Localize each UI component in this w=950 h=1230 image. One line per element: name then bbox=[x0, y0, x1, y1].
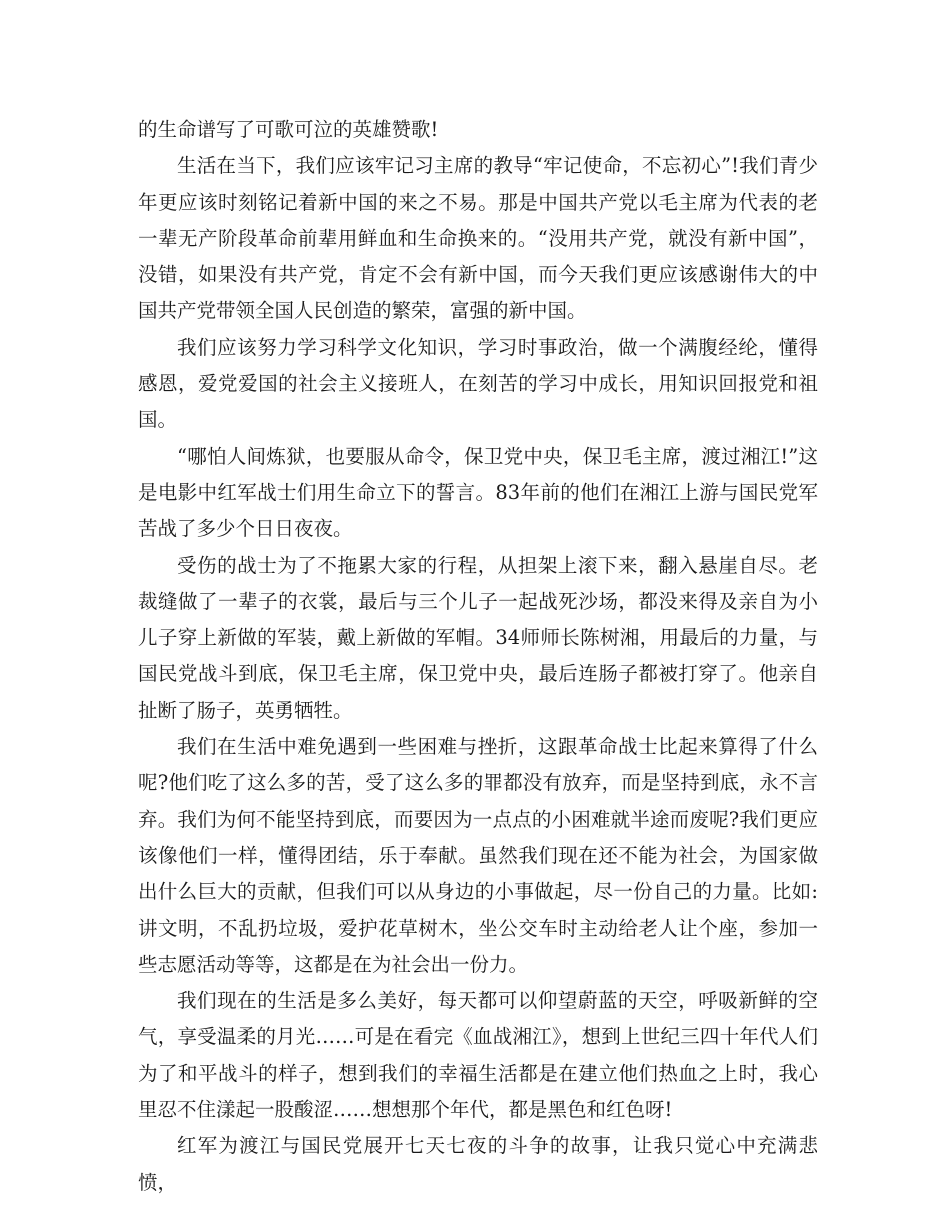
paragraph-6: 我们在生活中难免遇到一些困难与挫折，这跟革命战士比起来算得了什么呢?他们吃了这么多的苦，受了这么多的罪都没有放弃，而是坚持到底，永不言弃。我们为何不能坚持到底，而要因为一点点的小困难就半途而废呢?我们更应该像他们一样，懂得团结，乐于奉献。虽然我们现在还不能为社会，为国家做出什么巨大的贡献，但我们可以从身边的小事做起，尽一份自己的力量。比如:讲文明，不乱扔垃圾，爱护花草树木，坐公交车时主动给老人让个座，参加一些志愿活动等等，这都是在为社会出一份力。 bbox=[138, 735, 818, 976]
paragraph-1: 的生命谱写了可歌可泣的英雄赞歌! bbox=[138, 118, 439, 141]
paragraph-2: 生活在当下，我们应该牢记习主席的教导“牢记使命，不忘初心”!我们青少年更应该时刻铭记着新中国的来之不易。那是中国共产党以毛主席为代表的老一辈无产阶段革命前辈用鲜血和生命换来的。“没用共产党，就没有新中国”，没错，如果没有共产党，肯定不会有新中国，而今天我们更应该感谢伟大的中国共产党带领全国人民创造的繁荣，富强的新中国。 bbox=[138, 154, 818, 323]
paragraph-5: 受伤的战士为了不拖累大家的行程，从担架上滚下来，翻入悬崖自尽。老裁缝做了一辈子的衣裳，最后与三个儿子一起战死沙场，都没来得及亲自为小儿子穿上新做的军装，戴上新做的军帽。34师师长陈树湘，用最后的力量，与国民党战斗到底，保卫毛主席，保卫党中央，最后连肠子都被打穿了。他亲自扯断了肠子，英勇牺牲。 bbox=[138, 553, 818, 722]
paragraph-8: 红军为渡江与国民党展开七天七夜的斗争的故事，让我只觉心中充满悲愤， bbox=[138, 1134, 818, 1194]
paragraph-3: 我们应该努力学习科学文化知识，学习时事政治，做一个满腹经纶，懂得感恩，爱党爱国的社会主义接班人，在刻苦的学习中成长，用知识回报党和祖国。 bbox=[138, 335, 818, 432]
paragraph-7: 我们现在的生活是多么美好，每天都可以仰望蔚蓝的天空，呼吸新鲜的空气，享受温柔的月光……可是在看完《血战湘江》，想到上世纪三四十年代人们为了和平战斗的样子，想到我们的幸福生活都是在建立他们热血之上时，我心里忍不住漾起一股酸涩……想想那个年代，都是黑色和红色呀! bbox=[138, 989, 818, 1122]
document-body bbox=[138, 112, 818, 1201]
paragraph-4: “哪怕人间炼狱，也要服从命令，保卫党中央，保卫毛主席，渡过湘江!”这是电影中红军战士们用生命立下的誓言。83年前的他们在湘江上游与国民党军苦战了多少个日日夜夜。 bbox=[138, 444, 818, 541]
